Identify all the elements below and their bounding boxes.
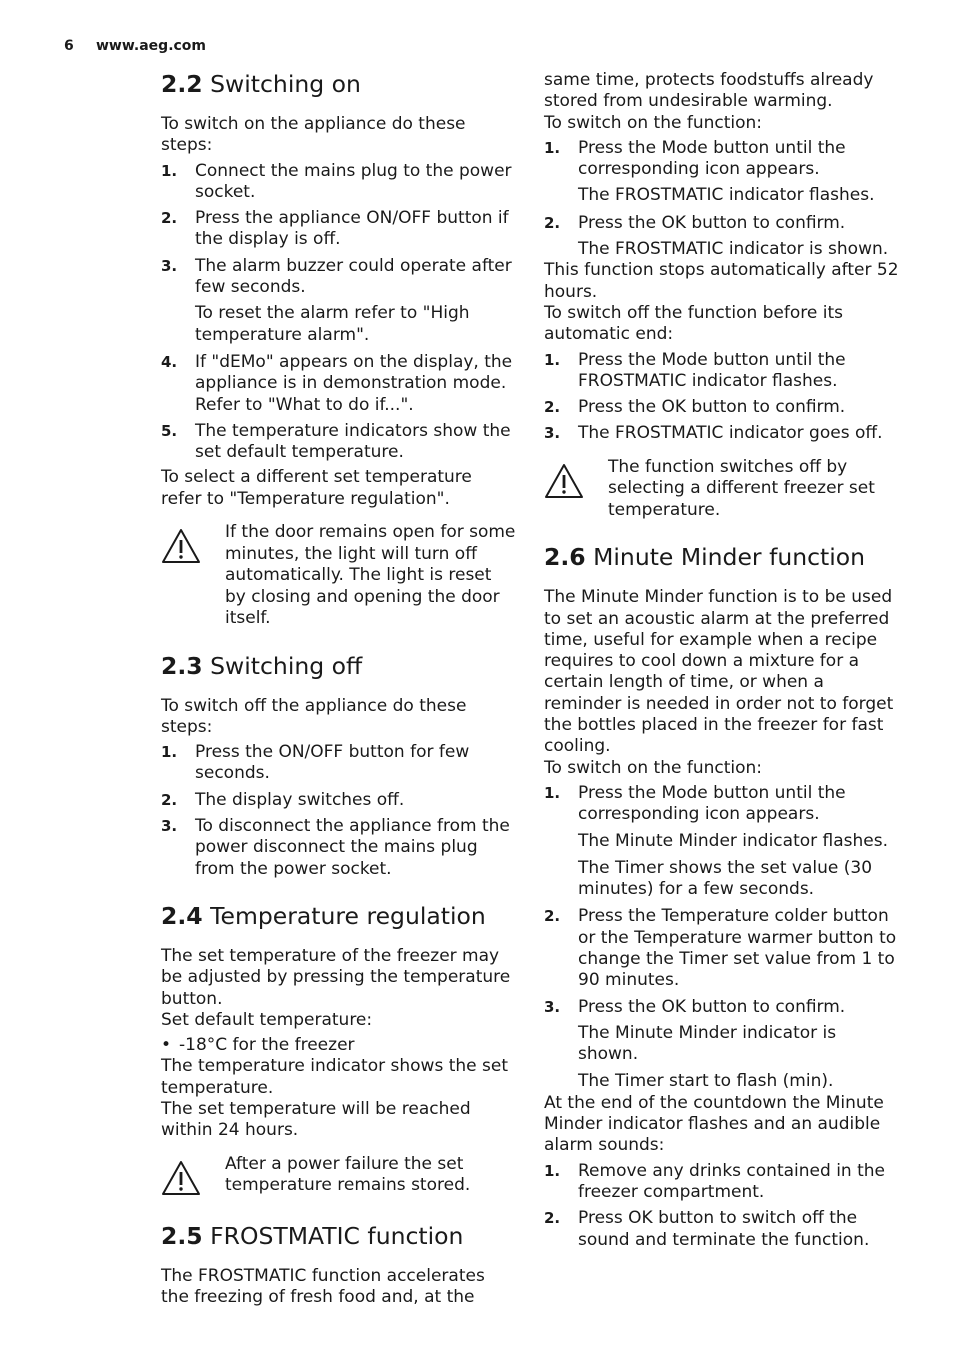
section-switching-off <box>161 650 517 880</box>
warning-text: After a power failure the set temperature remains stored. <box>225 1153 471 1196</box>
warning-icon <box>161 522 225 630</box>
list-item: 1. Press the Mode button until the corresponding icon appears. <box>544 137 846 180</box>
paragraph: same time, protects foodstuffs already stored from undesirable warming. <box>544 70 874 112</box>
steps-list <box>544 783 900 826</box>
steps-list <box>544 213 900 234</box>
list-item: 4. If "dEMo" appears on the display, the appliance is in demonstration mode. Refer to "What to do if...". <box>161 351 513 415</box>
paragraph: The set temperature will be reached within 24 hours. <box>161 1099 471 1141</box>
steps-list <box>161 742 517 880</box>
warning-note <box>161 1154 517 1200</box>
list-item: 1. Press the ON/OFF button for few seconds. <box>161 742 470 784</box>
paragraph: This function stops automatically after 52 hours. <box>544 260 899 302</box>
warning-note <box>544 457 900 522</box>
section-minute-minder <box>544 541 900 1251</box>
list-item-note: The Minute Minder indicator flashes. <box>578 830 889 851</box>
right-column <box>544 70 900 1256</box>
warning-icon <box>544 457 608 522</box>
list-item: 3. Press the OK button to confirm. <box>544 996 846 1017</box>
list-item: 2. Press the OK button to confirm. <box>544 397 846 418</box>
section-frostmatic <box>161 1220 517 1309</box>
warning-note <box>161 522 517 630</box>
list-item-note: The Timer shows the set value (30 minutes) for a few seconds. <box>578 857 873 900</box>
paragraph: To select a different set temperature refer to "Temperature regulation". <box>161 467 472 509</box>
list-item: 2. Press the appliance ON/OFF button if the display is off. <box>161 208 509 250</box>
left-column <box>161 64 517 1308</box>
section-temperature-regulation <box>161 900 517 1200</box>
warning-icon <box>161 1154 225 1200</box>
list-item: 2. Press OK button to switch off the sound and terminate the function. <box>544 1208 870 1250</box>
paragraph: To switch on the function: <box>544 757 763 778</box>
section-switching-on <box>161 68 517 630</box>
list-item-note: To reset the alarm refer to "High temperature alarm". <box>195 303 470 345</box>
paragraph: The FROSTMATIC function accelerates the freezing of fresh food and, at the <box>161 1265 485 1307</box>
list-item: 1. Press the Mode button until the corresponding icon appears. <box>544 782 846 825</box>
section-heading: 2.5 FROSTMATIC function <box>161 1221 464 1250</box>
list-item-note: The Minute Minder indicator is shown. <box>578 1022 837 1065</box>
list-item: 3. The alarm buzzer could operate after few seconds. <box>161 255 512 298</box>
steps-list <box>544 138 900 181</box>
paragraph: At the end of the countdown the Minute Minder indicator flashes and an audible alarm sounds: <box>544 1092 884 1156</box>
section-heading: 2.3 Switching off <box>161 651 363 680</box>
steps-list <box>544 350 900 445</box>
list-item-note: The Timer start to flash (min). <box>578 1071 834 1092</box>
list-item-note: The FROSTMATIC indicator is shown. <box>578 239 889 260</box>
section-heading: 2.2 Switching on <box>161 70 361 98</box>
paragraph: Set default temperature: <box>161 1009 373 1030</box>
list-item: 3. The FROSTMATIC indicator goes off. <box>544 423 883 444</box>
list-item: 3. To disconnect the appliance from the power disconnect the mains plug from the power socket. <box>161 816 510 879</box>
steps-list <box>161 352 517 463</box>
section-heading: 2.6 Minute Minder function <box>544 543 866 572</box>
list-item: 1. Connect the mains plug to the power socket. <box>161 160 512 202</box>
list-item: 5. The temperature indicators show the set default temperature. <box>161 420 511 463</box>
page-number: 6 <box>64 38 74 54</box>
section-heading: 2.4 Temperature regulation <box>161 901 486 930</box>
steps-list <box>544 906 900 1017</box>
paragraph: To switch off the appliance do these steps: <box>161 695 467 737</box>
warning-text: The function switches off by selecting a different freezer set temperature. <box>608 456 875 520</box>
list-item: 2. Press the Temperature colder button or the Temperature warmer button to change the Timer set value from 1 to 90 minutes. <box>544 906 897 991</box>
paragraph: The Minute Minder function is to be used to set an acoustic alarm at the preferred time, useful for example when a recipe requires to cool down a mixture for a certain length of time, or when a reminder is needed in order not to forget the bottles placed in the freezer for fast cooling. <box>544 587 894 757</box>
paragraph: To switch off the function before its automatic end: <box>544 302 844 345</box>
steps-list <box>161 161 517 299</box>
paragraph: The temperature indicator shows the set temperature. <box>161 1056 508 1098</box>
steps-list <box>544 1161 900 1251</box>
list-item: 2. Press the OK button to confirm. <box>544 212 846 233</box>
paragraph: The set temperature of the freezer may be adjusted by pressing the temperature button. <box>161 945 511 1009</box>
list-item: 1. Press the Mode button until the FROSTMATIC indicator flashes. <box>544 349 846 391</box>
warning-text: If the door remains open for some minutes, the light will turn off automatically. The light is reset by closing and opening the door itself. <box>225 522 516 629</box>
list-item-note: The FROSTMATIC indicator flashes. <box>578 185 875 206</box>
paragraph: To switch on the function: <box>544 112 763 133</box>
list-item: 2. The display switches off. <box>161 789 405 810</box>
bullet-item: • -18°C for the freezer <box>161 1035 355 1056</box>
list-item: 1. Remove any drinks contained in the freezer compartment. <box>544 1160 885 1202</box>
paragraph: To switch on the appliance do these steps: <box>161 114 466 156</box>
header-url: www.aeg.com <box>96 38 207 54</box>
